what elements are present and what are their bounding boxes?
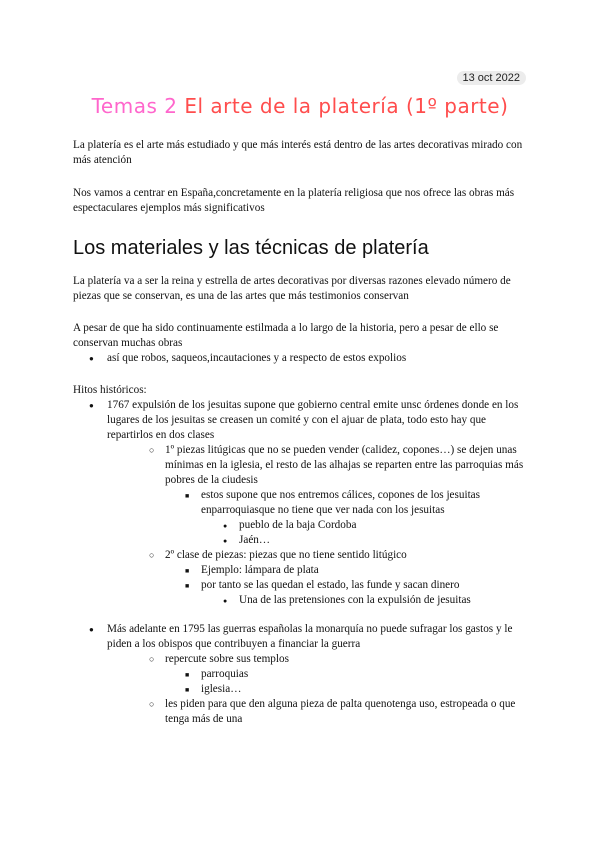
hito-1-sub-2: 2º clase de piezas: piezas que no tiene sentido litúgico	[165, 549, 407, 561]
list-item: ■ Ejemplo: lámpara de plata	[185, 563, 533, 578]
hito-1-sub-1: 1º piezas litúgicas que no se pueden vender (calidez, copones…) se dejen unas mínimas en la iglesia, el resto de las alhajas se reparten entre las parroquias más pobres de la ciudesis	[165, 444, 524, 486]
list-item	[73, 622, 533, 727]
list-item	[185, 578, 533, 608]
hitos-label: Hitos históricos:	[73, 384, 147, 396]
list-item	[149, 443, 533, 548]
date-badge: 13 oct 2022	[457, 71, 527, 85]
list-item: ■ parroquias	[185, 667, 533, 682]
hito-2-text: Más adelante en 1795 las guerras españolas la monarquía no puede sufragar los gastos y le piden a los obispos que contribuyen a financiar la guerra	[107, 623, 513, 650]
section-paragraph-2: A pesar de que ha sido continuamente estilmada a lo largo de la historia, pero a pesar de ello se conservan muchas obras	[73, 322, 499, 349]
list-item: ■ iglesia…	[185, 682, 533, 697]
list-item	[185, 488, 533, 548]
section-bullet-list	[73, 351, 533, 366]
list-spacer	[73, 608, 533, 622]
section-heading: Los materiales y las técnicas de platería	[73, 237, 429, 259]
page-title	[0, 94, 600, 118]
hito-1-text: 1767 expulsión de los jesuitas supone que gobierno central emite unsc órdenes donde en los lugares de los jesuitas se creasen un comité y con el ajuar de plata, todo esto hay que repartirlos en dos clases	[107, 399, 519, 441]
hito-1-sub-2-detail: por tanto se las quedan el estado, las funde y sacan dinero	[201, 579, 460, 591]
hito-2-sub-1: repercute sobre sus templos	[165, 653, 289, 665]
title-topic: Temas 2	[91, 94, 178, 118]
list-item	[149, 652, 533, 697]
list-item	[149, 548, 533, 608]
intro-paragraph-2: Nos vamos a centrar en España,concretamente en la platería religiosa que nos ofrece las obras más espectaculares ejemplos más significativos	[73, 187, 515, 214]
list-item: ● pueblo de la baja Cordoba	[223, 518, 533, 533]
hitos-list	[73, 398, 533, 727]
list-item: ● Una de las pretensiones con la expulsión de jesuitas	[223, 593, 533, 608]
intro-paragraph-1: La platería es el arte más estudiado y que más interés está dentro de las artes decorativas mirado con más atención	[73, 139, 523, 166]
title-subject: El arte de la platería (1º parte)	[184, 94, 509, 118]
list-item	[73, 398, 533, 608]
list-item: ○ les piden para que den alguna pieza de palta quenotenga uso, estropeada o que tenga más de una	[149, 697, 533, 727]
hito-1-sub-1-detail: estos supone que nos entremos cálices, copones de los jesuitas enparroquiasque no tiene que ver nada con los jesuitas	[201, 489, 481, 516]
document-body	[73, 138, 533, 727]
section-paragraph-1: La platería va a ser la reina y estrella de artes decorativas por diversas razones elevado número de piezas que se conservan, es una de las artes que más testimonios conservan	[73, 275, 511, 302]
list-item: ● Jaén…	[223, 533, 533, 548]
list-item: ● así que robos, saqueos,incautaciones y a respecto de estos expolios	[73, 351, 533, 366]
